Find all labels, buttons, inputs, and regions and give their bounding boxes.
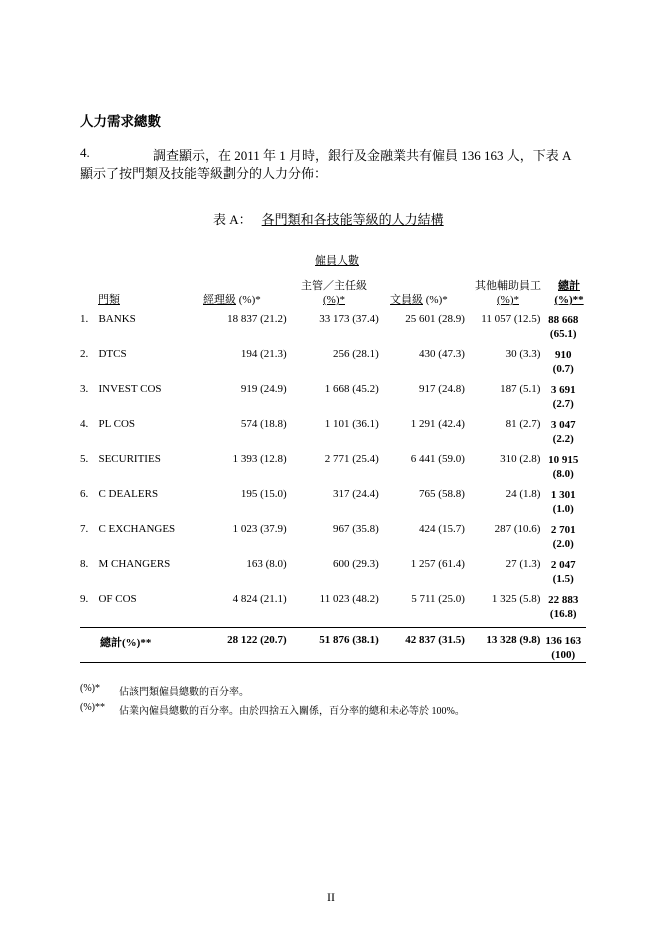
header-manager-pct: (%)* xyxy=(238,294,261,306)
note-2-mark: (%)** xyxy=(80,702,105,713)
header-supervisor-pct: (%)* xyxy=(323,294,345,306)
cell-support: 287 (10.6) xyxy=(494,523,541,535)
header-support-pct: (%)* xyxy=(497,294,519,306)
total-supervisor: 51 876 (38.1) xyxy=(319,634,379,646)
cell-total xyxy=(540,453,586,488)
cell-total-pct: (1.5) xyxy=(552,573,574,585)
table-row xyxy=(80,558,586,593)
header-total-label: 總計 xyxy=(558,280,580,292)
row-number: 8. xyxy=(80,558,89,570)
total-grand-value: 136 163 xyxy=(545,635,582,647)
cell-total-pct: (1.0) xyxy=(552,503,574,515)
row-number: 5. xyxy=(80,453,89,465)
cell-total-pct: (65.1) xyxy=(549,328,577,340)
cell-total xyxy=(540,313,586,348)
cell-total-value: 10 915 xyxy=(548,454,579,466)
cell-clerical: 1 257 (61.4) xyxy=(410,558,465,570)
cell-total-value: 22 883 xyxy=(548,594,579,606)
cell-clerical: 6 441 (59.0) xyxy=(410,453,465,465)
cell-total xyxy=(540,593,586,628)
header-manager xyxy=(203,293,261,307)
cell-manager: 18 837 (21.2) xyxy=(227,313,287,325)
total-bottom-rule xyxy=(80,662,586,663)
table-row xyxy=(80,313,586,348)
total-clerical: 42 837 (31.5) xyxy=(405,634,465,646)
cell-total xyxy=(540,418,586,453)
cell-clerical: 424 (15.7) xyxy=(419,523,465,535)
note-1-mark: (%)* xyxy=(80,683,100,694)
cell-manager: 163 (8.0) xyxy=(246,558,287,570)
header-clerical-label: 文員級 xyxy=(390,294,423,306)
cell-supervisor: 1 668 (45.2) xyxy=(324,383,379,395)
row-category: OF COS xyxy=(98,593,137,605)
cell-support: 30 (3.3) xyxy=(505,348,541,360)
cell-supervisor: 2 771 (25.4) xyxy=(324,453,379,465)
table-row xyxy=(80,418,586,453)
cell-total xyxy=(540,383,586,418)
cell-total-value: 2 701 xyxy=(550,524,576,536)
cell-manager: 4 824 (21.1) xyxy=(232,593,287,605)
cell-supervisor: 256 (28.1) xyxy=(333,348,379,360)
row-category: M CHANGERS xyxy=(98,558,171,570)
cell-manager: 1 393 (12.8) xyxy=(232,453,287,465)
table-row xyxy=(80,488,586,523)
row-category: C EXCHANGES xyxy=(98,523,176,535)
row-category: SECURITIES xyxy=(98,453,161,465)
header-category: 門類 xyxy=(98,294,120,306)
cell-manager: 194 (21.3) xyxy=(240,348,287,360)
row-number: 6. xyxy=(80,488,89,500)
table-row xyxy=(80,453,586,488)
header-clerical xyxy=(390,293,448,307)
row-number: 1. xyxy=(80,313,89,325)
row-number: 4. xyxy=(80,418,89,430)
cell-total-pct: (2.7) xyxy=(552,398,574,410)
cell-manager: 195 (15.0) xyxy=(240,488,287,500)
total-manager: 28 122 (20.7) xyxy=(227,634,287,646)
cell-supervisor: 1 101 (36.1) xyxy=(324,418,379,430)
table-row xyxy=(80,348,586,383)
cell-total-pct: (2.0) xyxy=(552,538,574,550)
paragraph-line-1: 調查顯示，在 2011 年 1 月時，銀行及金融業共有僱員 136 163 人，下表 A xyxy=(153,148,572,163)
row-number: 7. xyxy=(80,523,89,535)
header-supervisor-label: 主管／主任級 xyxy=(301,280,367,292)
header-support-label: 其他輔助員工 xyxy=(475,280,541,292)
row-number: 2. xyxy=(80,348,89,360)
cell-total-pct: (8.0) xyxy=(552,468,574,480)
header-supervisor xyxy=(296,279,372,307)
paragraph-number: 4. xyxy=(80,145,90,160)
row-category: C DEALERS xyxy=(98,488,159,500)
cell-supervisor: 317 (24.4) xyxy=(333,488,379,500)
table-row xyxy=(80,593,586,628)
row-number: 3. xyxy=(80,383,89,395)
table-row xyxy=(80,383,586,418)
cell-manager: 919 (24.9) xyxy=(240,383,287,395)
cell-total xyxy=(540,558,586,593)
cell-clerical: 765 (58.8) xyxy=(419,488,465,500)
paragraph-line-2: 顯示了按門類及技能等級劃分的人力分佈： xyxy=(80,166,328,181)
total-top-rule xyxy=(80,627,586,628)
cell-support: 27 (1.3) xyxy=(505,558,541,570)
table-caption xyxy=(213,209,444,228)
cell-total-value: 2 047 xyxy=(550,559,576,571)
cell-clerical: 430 (47.3) xyxy=(419,348,465,360)
row-category: DTCS xyxy=(98,348,127,360)
total-row xyxy=(80,628,586,670)
row-number: 9. xyxy=(80,593,89,605)
cell-clerical: 1 291 (42.4) xyxy=(410,418,465,430)
cell-total-pct: (0.7) xyxy=(552,363,574,375)
cell-supervisor: 11 023 (48.2) xyxy=(319,593,379,605)
cell-clerical: 25 601 (28.9) xyxy=(405,313,465,325)
total-grand xyxy=(540,628,586,670)
cell-support: 11 057 (12.5) xyxy=(481,313,541,325)
table-row xyxy=(80,523,586,558)
total-support: 13 328 (9.8) xyxy=(486,634,541,646)
cell-total xyxy=(540,488,586,523)
page-number: II xyxy=(327,890,335,904)
cell-supervisor: 600 (29.3) xyxy=(333,558,379,570)
cell-manager: 1 023 (37.9) xyxy=(232,523,287,535)
manpower-table xyxy=(80,313,586,670)
total-row-label: 總計(%)** xyxy=(100,637,152,649)
row-category: INVEST COS xyxy=(98,383,162,395)
cell-support: 310 (2.8) xyxy=(500,453,541,465)
cell-total-pct: (2.2) xyxy=(552,433,574,445)
cell-support: 81 (2.7) xyxy=(505,418,541,430)
cell-total-value: 88 668 xyxy=(548,314,579,326)
cell-total xyxy=(540,348,586,383)
table-label: 表 A： xyxy=(213,212,252,227)
table-title: 各門類和各技能等級的人力結構 xyxy=(261,212,444,227)
cell-clerical: 5 711 (25.0) xyxy=(411,593,465,605)
cell-supervisor: 33 173 (37.4) xyxy=(319,313,379,325)
cell-total-value: 3 047 xyxy=(550,419,576,431)
header-total xyxy=(550,279,588,307)
header-support xyxy=(468,279,548,307)
cell-support: 187 (5.1) xyxy=(500,383,541,395)
section-heading: 人力需求總數 xyxy=(80,114,161,129)
note-2-text: 佔業內僱員總數的百分率。由於四捨五入關係，百分率的總和未必等於 100%。 xyxy=(119,706,465,717)
cell-total-value: 1 301 xyxy=(550,489,576,501)
total-grand-pct: (100) xyxy=(551,649,576,661)
cell-supervisor: 967 (35.8) xyxy=(333,523,379,535)
group-header: 僱員人數 xyxy=(315,255,359,267)
cell-support: 1 325 (5.8) xyxy=(491,593,541,605)
row-category: PL COS xyxy=(98,418,136,430)
note-1-text: 佔該門類僱員總數的百分率。 xyxy=(119,687,249,698)
cell-total xyxy=(540,523,586,558)
header-total-pct: (%)** xyxy=(554,294,584,306)
cell-support: 24 (1.8) xyxy=(505,488,541,500)
cell-total-value: 910 xyxy=(554,349,572,361)
cell-manager: 574 (18.8) xyxy=(240,418,287,430)
header-clerical-pct: (%)* xyxy=(425,294,448,306)
row-category: BANKS xyxy=(98,313,136,325)
cell-clerical: 917 (24.8) xyxy=(419,383,465,395)
cell-total-pct: (16.8) xyxy=(549,608,577,620)
cell-total-value: 3 691 xyxy=(550,384,576,396)
header-manager-label: 經理級 xyxy=(203,294,236,306)
